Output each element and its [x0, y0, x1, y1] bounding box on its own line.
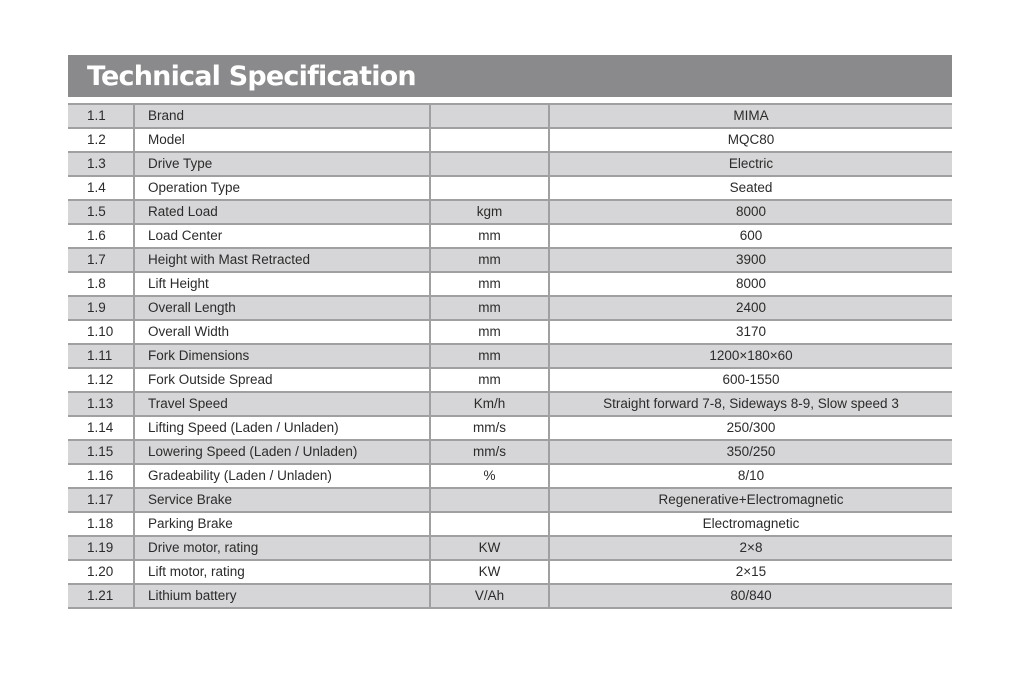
row-item: Drive motor, rating — [134, 536, 430, 560]
row-number: 1.2 — [68, 128, 134, 152]
spec-sheet — [68, 55, 952, 609]
table-row — [68, 344, 952, 368]
row-number: 1.4 — [68, 176, 134, 200]
table-row — [68, 464, 952, 488]
table-row — [68, 368, 952, 392]
row-value: 3900 — [549, 248, 952, 272]
spec-table-body — [68, 104, 952, 608]
row-unit: mm — [430, 344, 549, 368]
row-number: 1.7 — [68, 248, 134, 272]
table-row — [68, 512, 952, 536]
table-row — [68, 560, 952, 584]
row-item: Overall Width — [134, 320, 430, 344]
row-unit: Km/h — [430, 392, 549, 416]
table-row — [68, 176, 952, 200]
row-unit — [430, 512, 549, 536]
row-value: 2400 — [549, 296, 952, 320]
row-value: MIMA — [549, 104, 952, 128]
row-number: 1.11 — [68, 344, 134, 368]
row-item: Load Center — [134, 224, 430, 248]
row-value: 8000 — [549, 272, 952, 296]
row-unit: mm — [430, 224, 549, 248]
row-item: Lift motor, rating — [134, 560, 430, 584]
row-unit: mm/s — [430, 440, 549, 464]
row-value: 2×15 — [549, 560, 952, 584]
page-title: Technical Specification — [87, 60, 416, 92]
table-row — [68, 320, 952, 344]
row-value: Straight forward 7-8, Sideways 8-9, Slow speed 3 — [549, 392, 952, 416]
row-number: 1.20 — [68, 560, 134, 584]
row-item: Rated Load — [134, 200, 430, 224]
row-item: Brand — [134, 104, 430, 128]
row-value: Electric — [549, 152, 952, 176]
header-bar — [68, 55, 952, 97]
row-item: Height with Mast Retracted — [134, 248, 430, 272]
row-value: 80/840 — [549, 584, 952, 608]
row-item: Overall Length — [134, 296, 430, 320]
row-number: 1.3 — [68, 152, 134, 176]
table-row — [68, 416, 952, 440]
row-unit: mm — [430, 368, 549, 392]
row-number: 1.15 — [68, 440, 134, 464]
table-row — [68, 104, 952, 128]
table-row — [68, 224, 952, 248]
row-item: Lift Height — [134, 272, 430, 296]
row-unit: kgm — [430, 200, 549, 224]
row-number: 1.10 — [68, 320, 134, 344]
row-unit: mm/s — [430, 416, 549, 440]
row-number: 1.13 — [68, 392, 134, 416]
row-item: Travel Speed — [134, 392, 430, 416]
row-number: 1.16 — [68, 464, 134, 488]
spec-table — [68, 103, 952, 609]
row-number: 1.14 — [68, 416, 134, 440]
row-value: 3170 — [549, 320, 952, 344]
row-item: Operation Type — [134, 176, 430, 200]
row-item: Lowering Speed (Laden / Unladen) — [134, 440, 430, 464]
table-row — [68, 296, 952, 320]
row-value: 600-1550 — [549, 368, 952, 392]
row-number: 1.1 — [68, 104, 134, 128]
row-value: 1200×180×60 — [549, 344, 952, 368]
row-value: MQC80 — [549, 128, 952, 152]
row-number: 1.12 — [68, 368, 134, 392]
table-row — [68, 272, 952, 296]
row-value: Regenerative+Electromagnetic — [549, 488, 952, 512]
row-value: 2×8 — [549, 536, 952, 560]
row-item: Lithium battery — [134, 584, 430, 608]
row-item: Lifting Speed (Laden / Unladen) — [134, 416, 430, 440]
table-row — [68, 488, 952, 512]
table-row — [68, 128, 952, 152]
row-item: Fork Outside Spread — [134, 368, 430, 392]
row-number: 1.21 — [68, 584, 134, 608]
row-unit — [430, 176, 549, 200]
row-item: Model — [134, 128, 430, 152]
row-unit: mm — [430, 272, 549, 296]
row-item: Service Brake — [134, 488, 430, 512]
row-number: 1.8 — [68, 272, 134, 296]
row-item: Gradeability (Laden / Unladen) — [134, 464, 430, 488]
row-unit: KW — [430, 560, 549, 584]
row-number: 1.9 — [68, 296, 134, 320]
row-item: Fork Dimensions — [134, 344, 430, 368]
row-number: 1.18 — [68, 512, 134, 536]
row-number: 1.17 — [68, 488, 134, 512]
row-number: 1.6 — [68, 224, 134, 248]
row-unit: mm — [430, 296, 549, 320]
row-value: 8/10 — [549, 464, 952, 488]
row-unit: % — [430, 464, 549, 488]
row-number: 1.5 — [68, 200, 134, 224]
row-unit — [430, 152, 549, 176]
row-unit — [430, 488, 549, 512]
row-value: 600 — [549, 224, 952, 248]
row-unit: V/Ah — [430, 584, 549, 608]
row-value: 350/250 — [549, 440, 952, 464]
table-row — [68, 248, 952, 272]
row-unit — [430, 104, 549, 128]
row-item: Drive Type — [134, 152, 430, 176]
row-unit: mm — [430, 320, 549, 344]
table-row — [68, 200, 952, 224]
row-value: Seated — [549, 176, 952, 200]
row-value: Electromagnetic — [549, 512, 952, 536]
table-row — [68, 392, 952, 416]
row-item: Parking Brake — [134, 512, 430, 536]
row-value: 8000 — [549, 200, 952, 224]
row-unit: KW — [430, 536, 549, 560]
table-row — [68, 584, 952, 608]
table-row — [68, 440, 952, 464]
table-row — [68, 152, 952, 176]
row-value: 250/300 — [549, 416, 952, 440]
row-unit: mm — [430, 248, 549, 272]
row-number: 1.19 — [68, 536, 134, 560]
row-unit — [430, 128, 549, 152]
table-row — [68, 536, 952, 560]
